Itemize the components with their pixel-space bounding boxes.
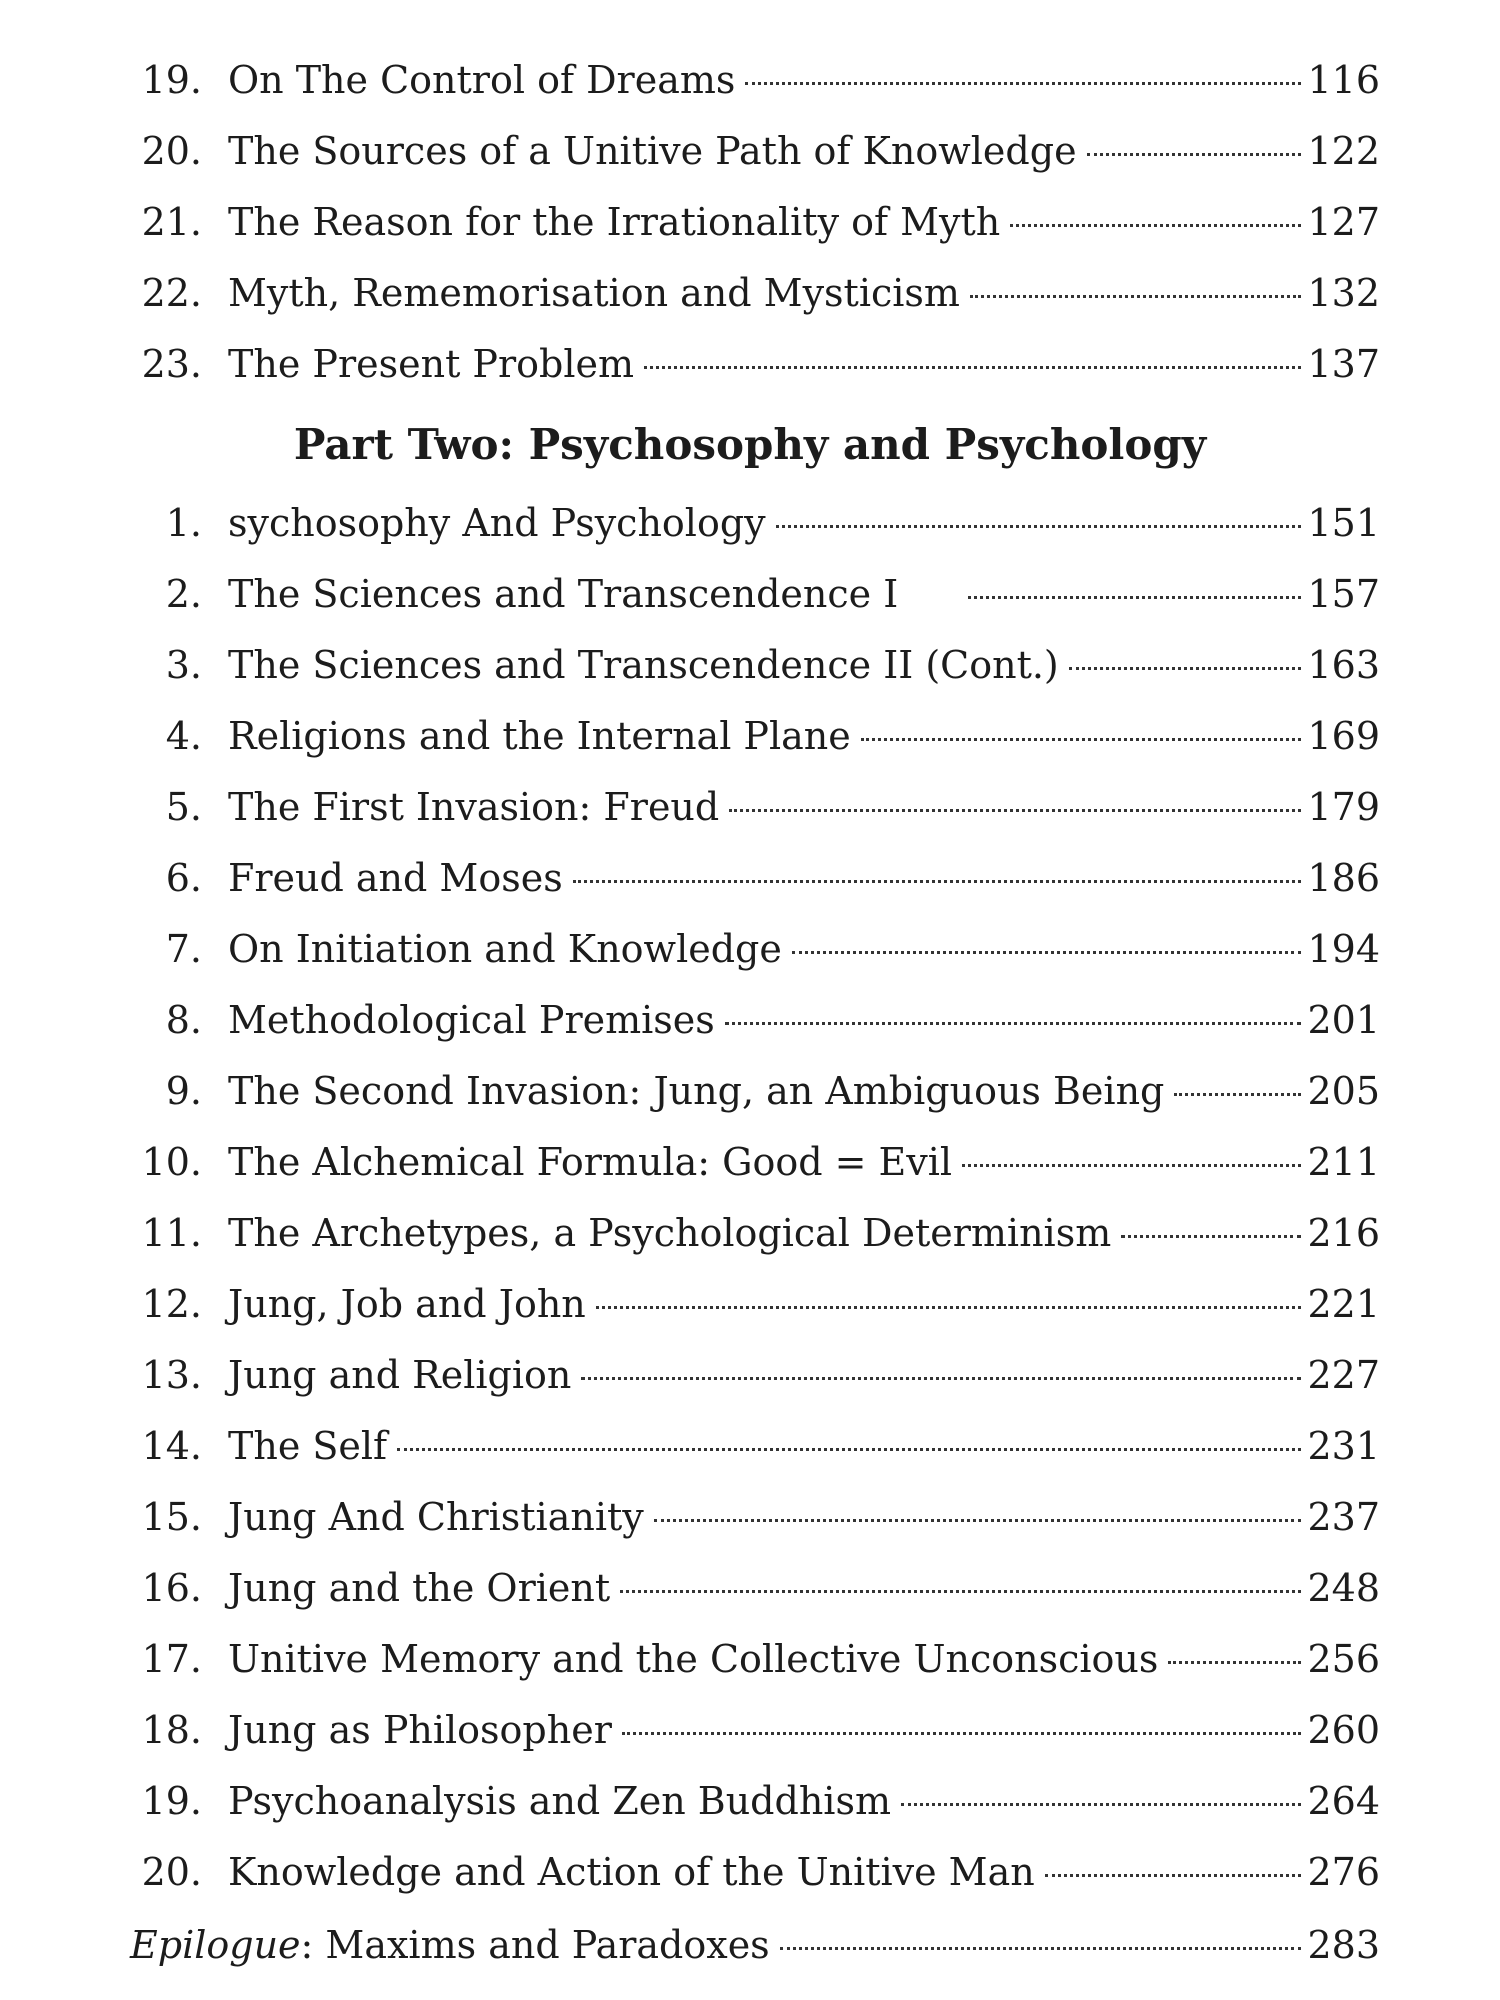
toc-entry	[130, 564, 1380, 624]
toc-entry	[130, 706, 1380, 766]
toc-entry	[130, 263, 1380, 323]
toc-entry	[130, 1345, 1380, 1405]
entry-page: 227	[1307, 1353, 1380, 1397]
entry-page: 151	[1307, 501, 1380, 545]
entry-number: 11.	[141, 1211, 202, 1255]
entry-page: 127	[1307, 200, 1380, 244]
entry-number: 7.	[165, 927, 202, 971]
entry-number: 10.	[141, 1140, 202, 1184]
entry-page: 256	[1307, 1637, 1380, 1681]
dot-leader	[644, 366, 1301, 369]
toc-entry	[130, 919, 1380, 979]
entry-page: 216	[1307, 1211, 1380, 1255]
epilogue-title: : Maxims and Paradoxes	[300, 1923, 770, 1967]
entry-page: 205	[1307, 1069, 1380, 1113]
toc-entry	[130, 1416, 1380, 1476]
entry-number: 15.	[141, 1495, 202, 1539]
entry-number: 6.	[165, 856, 202, 900]
entry-title: Jung And Christianity	[228, 1495, 644, 1539]
entry-number: 13.	[141, 1353, 202, 1397]
entry-title: The Sciences and Transcendence I	[228, 572, 899, 616]
entry-number: 12.	[141, 1282, 202, 1326]
dot-leader	[1045, 1874, 1302, 1877]
dot-leader	[620, 1590, 1301, 1593]
toc-entry	[130, 334, 1380, 394]
toc-entry	[130, 1203, 1380, 1263]
dot-leader	[729, 809, 1301, 812]
dot-leader	[792, 951, 1302, 954]
entry-number: 8.	[165, 998, 202, 1042]
entry-title: Jung and Religion	[228, 1353, 572, 1397]
entry-title: sychosophy And Psychology	[228, 501, 766, 545]
dot-leader	[1174, 1093, 1301, 1096]
entry-title: Religions and the Internal Plane	[228, 714, 851, 758]
entry-number: 19.	[141, 58, 202, 102]
toc-entry	[130, 1061, 1380, 1121]
entry-title: Psychoanalysis and Zen Buddhism	[228, 1779, 891, 1823]
dot-leader	[861, 738, 1302, 741]
entry-number: 16.	[141, 1566, 202, 1610]
entry-title: The Reason for the Irrationality of Myth	[228, 200, 1001, 244]
toc-entry	[130, 50, 1380, 110]
entry-number: 1.	[165, 501, 202, 545]
entry-page: 276	[1307, 1850, 1380, 1894]
entry-page: 264	[1307, 1779, 1380, 1823]
entry-title: Unitive Memory and the Collective Unconscious	[228, 1637, 1159, 1681]
entry-page: 179	[1307, 785, 1380, 829]
entry-title: Methodological Premises	[228, 998, 715, 1042]
entry-page: 169	[1307, 714, 1380, 758]
dot-leader	[622, 1732, 1302, 1735]
toc-entry	[130, 1132, 1380, 1192]
dot-leader	[1121, 1235, 1301, 1238]
dot-leader	[780, 1947, 1302, 1950]
entry-page: 211	[1307, 1140, 1380, 1184]
dot-leader	[1168, 1661, 1301, 1664]
entry-number: 17.	[141, 1637, 202, 1681]
entry-page: 137	[1307, 342, 1380, 386]
entry-page: 163	[1307, 643, 1380, 687]
entry-number: 20.	[141, 129, 202, 173]
entry-title: Jung, Job and John	[228, 1282, 586, 1326]
dot-leader	[1010, 224, 1301, 227]
dot-leader	[968, 596, 1301, 599]
entry-page: 201	[1307, 998, 1380, 1042]
entry-title: The Sources of a Unitive Path of Knowledge	[228, 129, 1077, 173]
epilogue-page: 283	[1307, 1923, 1380, 1967]
epilogue-entry	[130, 1915, 1380, 1975]
entry-page: 221	[1307, 1282, 1380, 1326]
toc-entry	[130, 1558, 1380, 1618]
dot-leader	[970, 295, 1302, 298]
entry-page: 194	[1307, 927, 1380, 971]
entry-title: The Sciences and Transcendence II (Cont.)	[228, 643, 1059, 687]
dot-leader	[901, 1803, 1301, 1806]
entry-page: 132	[1307, 271, 1380, 315]
entry-title: The First Invasion: Freud	[228, 785, 720, 829]
toc-entry	[130, 1629, 1380, 1689]
entry-page: 237	[1307, 1495, 1380, 1539]
dot-leader	[654, 1519, 1302, 1522]
toc-entry	[130, 777, 1380, 837]
entry-page: 231	[1307, 1424, 1380, 1468]
entry-number: 19.	[141, 1779, 202, 1823]
entry-number: 20.	[141, 1850, 202, 1894]
dot-leader	[581, 1377, 1301, 1380]
toc-entry	[130, 1700, 1380, 1760]
toc-entry	[130, 1842, 1380, 1902]
toc-entry	[130, 635, 1380, 695]
entry-number: 4.	[165, 714, 202, 758]
dot-leader	[725, 1022, 1302, 1025]
entry-number: 14.	[141, 1424, 202, 1468]
toc-entry	[130, 1274, 1380, 1334]
entry-number: 9.	[165, 1069, 202, 1113]
toc-entry	[130, 990, 1380, 1050]
entry-title: Jung as Philosopher	[228, 1708, 612, 1752]
entry-page: 260	[1307, 1708, 1380, 1752]
entry-number: 18.	[141, 1708, 202, 1752]
dot-leader	[596, 1306, 1302, 1309]
entry-page: 248	[1307, 1566, 1380, 1610]
entry-title: On The Control of Dreams	[228, 58, 736, 102]
entry-number: 2.	[165, 572, 202, 616]
dot-leader	[397, 1448, 1301, 1451]
dot-leader	[573, 880, 1302, 883]
entry-number: 23.	[141, 342, 202, 386]
part-heading: Part Two: Psychosophy and Psychology	[293, 420, 1207, 469]
toc-entry	[130, 493, 1380, 553]
toc-entry	[130, 1487, 1380, 1547]
entry-number: 22.	[141, 271, 202, 315]
toc-entry	[130, 1771, 1380, 1831]
entry-title: Knowledge and Action of the Unitive Man	[228, 1850, 1035, 1894]
dot-leader	[962, 1164, 1301, 1167]
entry-page: 186	[1307, 856, 1380, 900]
entry-page: 116	[1307, 58, 1380, 102]
dot-leader	[1087, 153, 1302, 156]
entry-title: Freud and Moses	[228, 856, 563, 900]
entry-title: Jung and the Orient	[228, 1566, 611, 1610]
entry-number: 21.	[141, 200, 202, 244]
dot-leader	[1069, 667, 1302, 670]
dot-leader	[776, 525, 1302, 528]
toc-entry	[130, 848, 1380, 908]
entry-title: The Alchemical Formula: Good = Evil	[228, 1140, 953, 1184]
toc-entry	[130, 192, 1380, 252]
entry-title: The Second Invasion: Jung, an Ambiguous Being	[228, 1069, 1165, 1113]
entry-title: The Present Problem	[228, 342, 635, 386]
toc-entry	[130, 121, 1380, 181]
epilogue-label: Epilogue	[130, 1923, 301, 1967]
entry-title: The Self	[228, 1424, 388, 1468]
entry-title: Myth, Rememorisation and Mysticism	[228, 271, 960, 315]
entry-page: 157	[1307, 572, 1380, 616]
dot-leader	[745, 82, 1301, 85]
entry-number: 5.	[165, 785, 202, 829]
entry-title: The Archetypes, a Psychological Determinism	[228, 1211, 1112, 1255]
entry-number: 3.	[165, 643, 202, 687]
entry-page: 122	[1307, 129, 1380, 173]
entry-title: On Initiation and Knowledge	[228, 927, 782, 971]
